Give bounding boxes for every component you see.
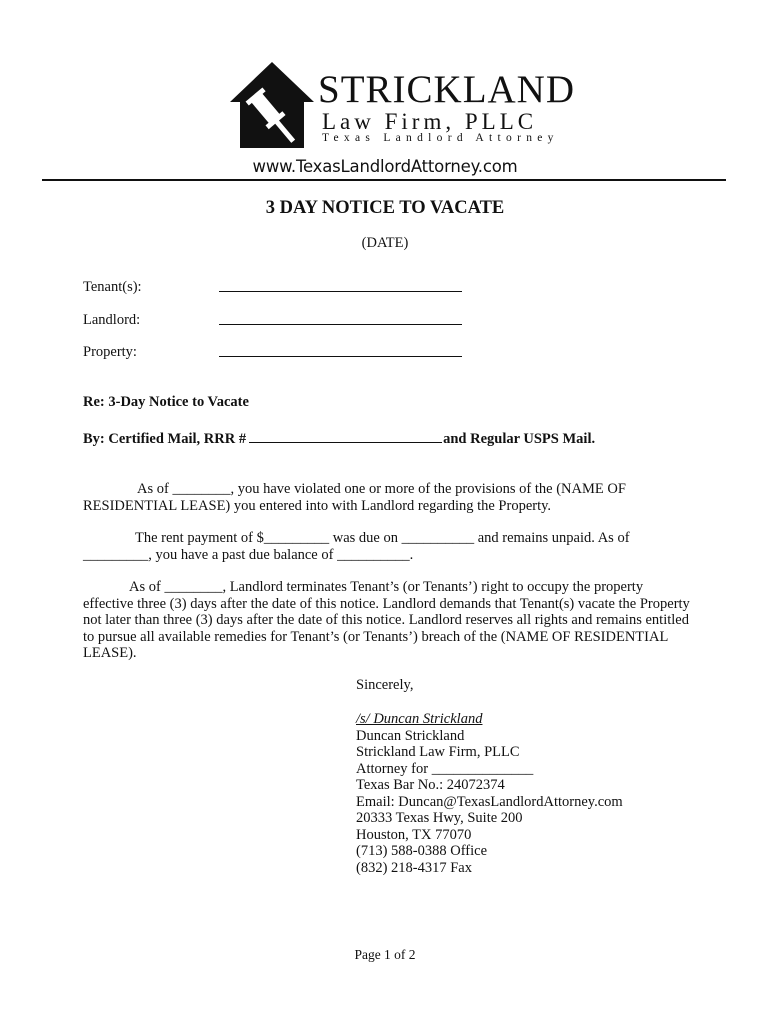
firm-subname: Law Firm, PLLC — [322, 109, 538, 134]
violation-paragraph: As of ________, you have violated one or more of the provisions of the (NAME OF RESIDENTIAL LEASE) you entered into with Landlord regarding the Property. — [83, 481, 626, 514]
signer-name: Duncan Strickland — [356, 727, 465, 744]
house-gavel-logo-icon — [228, 60, 316, 150]
delivery-prefix: By: Certified Mail, RRR # — [83, 431, 247, 447]
termination-paragraph: As of ________, Landlord terminates Tenant’s (or Tenants’) right to occupy the property effective three (3) days after the date of this notice. Landlord demands that Tenant(s) vacate the Property not later than three (3) days after the date of this notice. Landlord reserves all rights and remains entitled to pursue all available remedies for Tenant’s (or Tenants’) breach of the (NAME OF RESIDENTIAL LEASE). — [83, 579, 690, 661]
attorney-for: Attorney for ______________ — [356, 760, 534, 777]
tenants-label: Tenant(s): — [83, 279, 142, 295]
header-divider — [42, 179, 726, 181]
firm-name: STRICKLAND — [318, 68, 576, 111]
tenants-blank-line — [219, 291, 462, 292]
fax-number: (832) 218-4317 Fax — [356, 859, 472, 876]
landlord-label: Landlord: — [83, 312, 141, 328]
signer-firm: Strickland Law Firm, PLLC — [356, 744, 520, 760]
document-title: 3 DAY NOTICE TO VACATE — [265, 198, 505, 218]
landlord-blank-line — [219, 324, 462, 325]
re-line: Re: 3-Day Notice to Vacate — [83, 394, 249, 410]
delivery-suffix: and Regular USPS Mail. — [443, 431, 596, 447]
property-blank-line — [219, 356, 462, 357]
page-number: Page 1 of 2 — [354, 947, 416, 962]
e-signature: /s/ Duncan Strickland — [356, 711, 483, 727]
email: Email: Duncan@TexasLandlordAttorney.com — [356, 793, 623, 810]
date-placeholder: (DATE) — [361, 235, 409, 251]
rrr-number-blank — [249, 430, 442, 443]
delivery-line — [83, 430, 595, 447]
property-label: Property: — [83, 344, 137, 360]
website-url: www.TexasLandlordAttorney.com — [252, 157, 518, 176]
bar-number: Texas Bar No.: 24072374 — [356, 777, 505, 793]
rent-paragraph: The rent payment of $_________ was due on __________ and remains unpaid. As of _________, you have a past due balance of __________. — [83, 530, 630, 563]
street-address: 20333 Texas Hwy, Suite 200 — [356, 810, 523, 826]
office-phone: (713) 588-0388 Office — [356, 843, 488, 859]
signature-block — [356, 711, 623, 876]
firm-tagline: Texas Landlord Attorney — [322, 132, 559, 144]
city-state-zip: Houston, TX 77070 — [356, 826, 472, 843]
closing: Sincerely, — [356, 677, 414, 693]
